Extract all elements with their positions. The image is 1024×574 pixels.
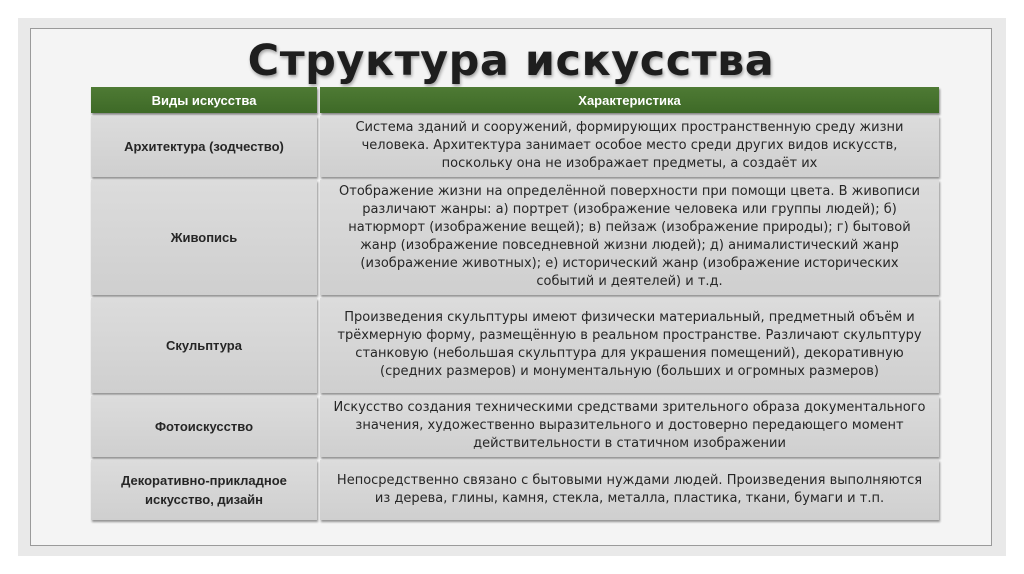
description-cell: Система зданий и сооружений, формирующих пространственную среду жизни человека. Архитектура занимает особое место среди других видов искусств, поскольку она не изображает предметы, а создаёт их	[320, 116, 939, 177]
table-row	[91, 116, 939, 177]
description-cell: Отображение жизни на определённой поверхности при помощи цвета. В живописи различают жанры: а) портрет (изображение человека или группы людей); б) натюрморт (изображение вещей); в) пейзаж (изображение природы); г) бытовой жанр (изображение повседневной жизни людей); д) анималистический жанр (изображение животных); е) исторический жанр (изображение исторических событий и деятелей) и т.д.	[320, 180, 939, 295]
table-row	[91, 396, 939, 457]
table-row	[91, 180, 939, 295]
art-type-cell: Живопись	[91, 180, 317, 295]
art-structure-table	[88, 84, 942, 523]
slide-frame	[18, 18, 1006, 556]
header-art-types: Виды искусства	[91, 87, 317, 113]
slide-title: Структура искусства	[247, 36, 775, 86]
table-row	[91, 460, 939, 520]
slide	[30, 28, 992, 546]
description-cell: Произведения скульптуры имеют физически материальный, предметный объём и трёхмерную форму, размещённую в реальном пространстве. Различают скульптуру станковую (небольшая скульптура для украшения помещений), декоративную (средних размеров) и монументальную (больших и огромных размеров)	[320, 298, 939, 393]
description-cell: Непосредственно связано с бытовыми нуждами людей. Произведения выполняются из дерева, глины, камня, стекла, металла, пластика, ткани, бумаги и т.п.	[320, 460, 939, 520]
art-type-cell: Фотоискусство	[91, 396, 317, 457]
table-row	[91, 298, 939, 393]
art-type-cell: Декоративно-прикладное искусство, дизайн	[91, 460, 317, 520]
description-cell: Искусство создания техническими средствами зрительного образа документального значения, художественно выразительного и достоверно передающего момент действительности в статичном изображении	[320, 396, 939, 457]
art-type-cell: Скульптура	[91, 298, 317, 393]
art-type-cell: Архитектура (зодчество)	[91, 116, 317, 177]
header-characteristics: Характеристика	[320, 87, 939, 113]
table-header-row	[91, 87, 939, 113]
